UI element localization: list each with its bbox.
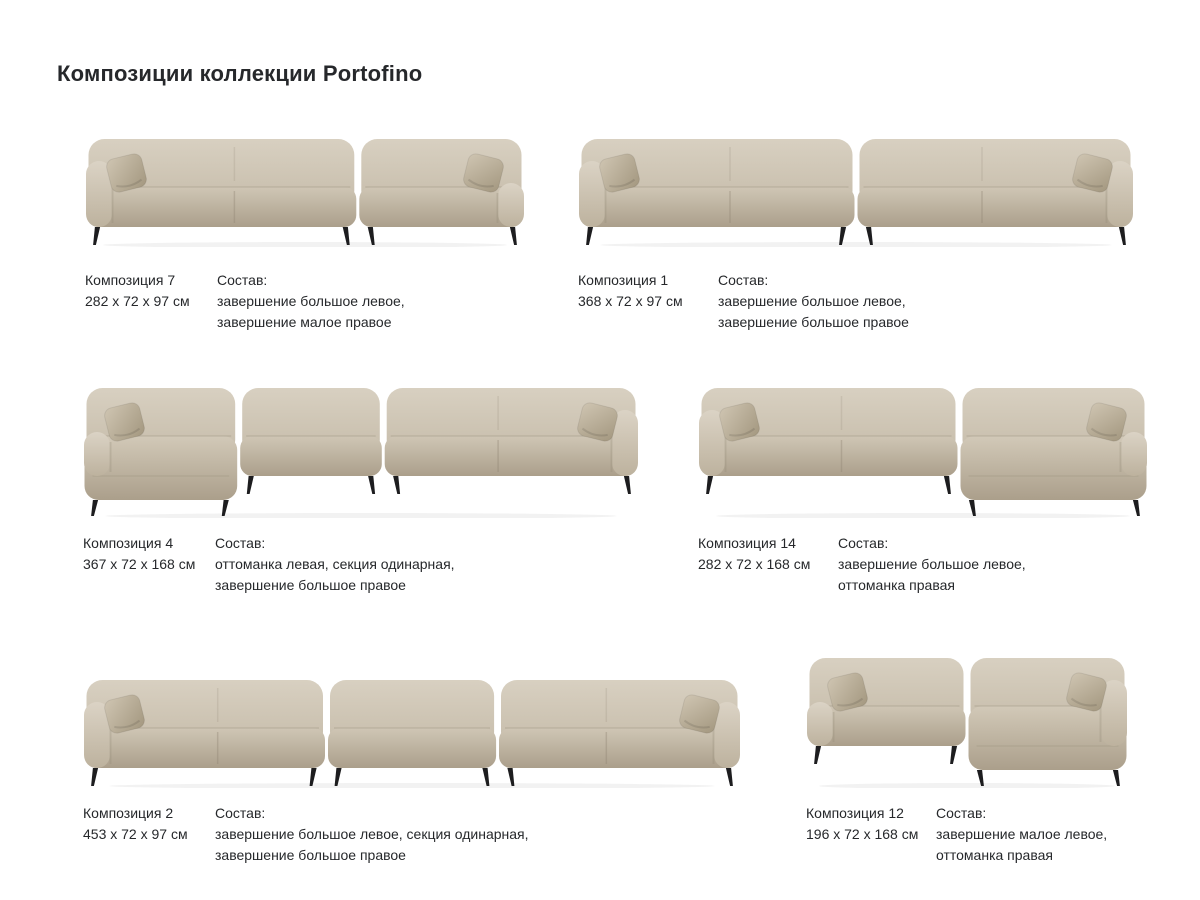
composition-card [85,129,525,333]
composition-contents-label: Состав: [838,535,889,551]
composition-card [806,648,1128,866]
composition-name: Композиция 1 [578,272,669,288]
composition-caption [578,270,1134,333]
composition-caption [806,803,1128,866]
composition-dimensions: 367 x 72 x 168 см [83,556,196,572]
composition-contents-label: Состав: [217,272,268,288]
composition-dimensions: 368 x 72 x 97 см [578,293,683,309]
sofa-photo-area [83,670,741,788]
composition-line: оттоманка левая, секция одинарная, [215,556,455,572]
composition-line: завершение большое левое, [718,293,906,309]
composition-name: Композиция 7 [85,272,176,288]
composition-line: завершение большое левое, [217,293,405,309]
composition-caption [698,533,1148,596]
composition-dimensions: 196 x 72 x 168 см [806,826,919,842]
sofa-image [83,378,639,518]
composition-caption [83,803,741,866]
composition-contents-label: Состав: [718,272,769,288]
composition-contents-label: Состав: [215,805,266,821]
composition-line: оттоманка правая [838,577,955,593]
sofa-image [85,129,525,247]
composition-caption [83,533,639,596]
composition-caption [85,270,525,333]
composition-line: завершение малое правое [217,314,392,330]
sofa-photo-area [85,129,525,247]
composition-line: завершение большое левое, секция одинарная, [215,826,529,842]
sofa-photo-area [806,648,1128,788]
composition-contents-label: Состав: [215,535,266,551]
composition-name: Композиция 4 [83,535,174,551]
composition-line: оттоманка правая [936,847,1053,863]
composition-card [83,670,741,866]
composition-contents-label: Состав: [936,805,987,821]
composition-name: Композиция 14 [698,535,796,551]
sofa-image [806,648,1128,788]
sofa-photo-area [578,129,1134,247]
composition-card [698,378,1148,596]
composition-dimensions: 282 x 72 x 97 см [85,293,190,309]
sofa-photo-area [83,378,639,518]
composition-dimensions: 453 x 72 x 97 см [83,826,188,842]
composition-card [83,378,639,596]
composition-name: Композиция 2 [83,805,174,821]
composition-line: завершение большое правое [215,577,406,593]
composition-line: завершение малое левое, [936,826,1108,842]
composition-line: завершение большое левое, [838,556,1026,572]
composition-card [578,129,1134,333]
composition-dimensions: 282 x 72 x 168 см [698,556,811,572]
sofa-photo-area [698,378,1148,518]
sofa-image [83,670,741,788]
composition-line: завершение большое правое [718,314,909,330]
sofa-image [698,378,1148,518]
composition-name: Композиция 12 [806,805,904,821]
composition-line: завершение большое правое [215,847,406,863]
page-title: Композиции коллекции Portofino [57,60,423,86]
sofa-image [578,129,1134,247]
